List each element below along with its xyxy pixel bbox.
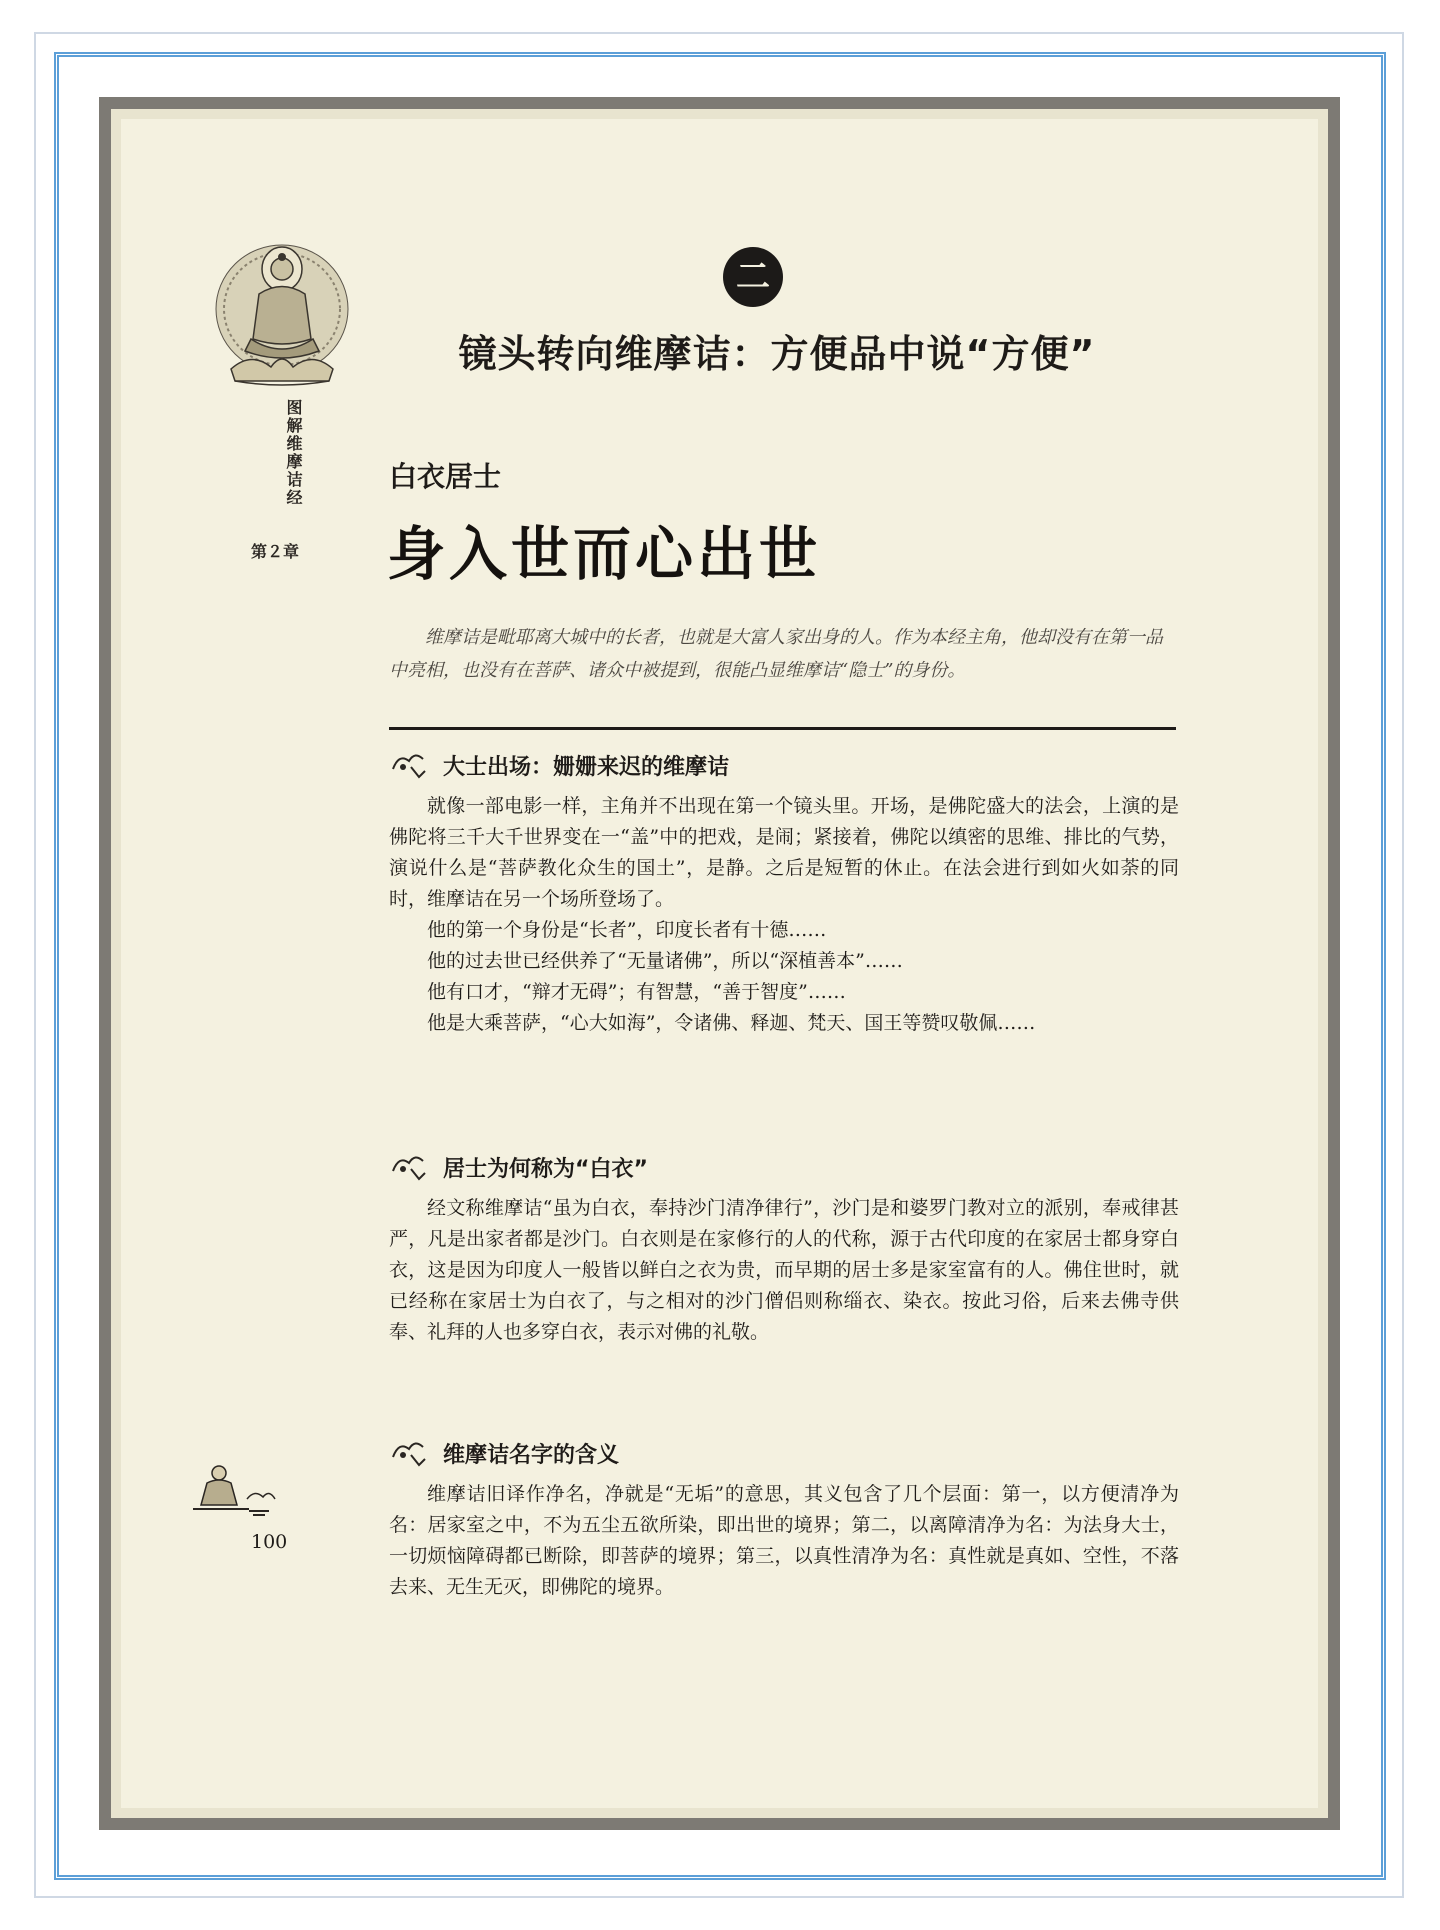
ornament-icon: [389, 1149, 433, 1185]
chapter-label: 第２章: [251, 542, 300, 561]
section-paragraph: 就像一部电影一样，主角并不出现在第一个镜头里。开场，是佛陀盛大的法会，上演的是佛陀将三千大千世界变在一“盖”中的把戏，是闹；紧接着，佛陀以缜密的思维、排比的气势，演说什么是“菩萨教化众生的国土”，是静。之后是短暂的休止。在法会进行到如火如荼的同时，维摩诘在另一个场所登场了。: [389, 795, 1179, 910]
page-title: 镜头转向维摩诘：方便品中说“方便”: [458, 332, 1096, 376]
list-item: 他是大乘菩萨，“心大如海”，令诸佛、释迦、梵天、国王等赞叹敬佩……: [427, 1012, 1036, 1034]
article-title: 身入世而心出世: [387, 520, 822, 588]
book-title-vertical: 图解维摩诘经: [284, 399, 303, 507]
buddha-figure-icon: [211, 239, 353, 389]
section-paragraph: 维摩诘旧译作净名，净就是“无垢”的意思，其义包含了几个层面：第一，以方便清净为名：居家室之中，不为五尘五欲所染，即出世的境界；第二，以离障清净为名：为法身大士，一切烦恼障碍都已断除，即菩萨的境界；第三，以真性清净为名：真性就是真如、空性，不落去来、无生无灭，即佛陀的境界。: [389, 1483, 1179, 1598]
ornament-icon: [389, 1435, 433, 1471]
divider: [389, 727, 1176, 730]
section-heading-row: [389, 1435, 1179, 1471]
book-page: [99, 97, 1340, 1830]
section-heading: 大士出场：姗姗来迟的维摩诘: [443, 754, 730, 780]
monk-figure-icon: [189, 1459, 279, 1519]
article-subhead: 白衣居士: [389, 460, 502, 493]
ornament-icon: [389, 747, 433, 783]
page-number: 100: [251, 1531, 288, 1553]
section-heading-row: [389, 1149, 1179, 1185]
list-item: 他的第一个身份是“长者”，印度长者有十德……: [427, 919, 827, 941]
section-heading: 居士为何称为“白衣”: [443, 1156, 648, 1182]
section-heading-row: [389, 747, 1179, 783]
section-white-robe: [389, 1149, 1179, 1348]
section-name-meaning: [389, 1435, 1179, 1603]
section-heading: 维摩诘名字的含义: [443, 1442, 620, 1468]
list-item: 他的过去世已经供养了“无量诸佛”，所以“深植善本”……: [427, 950, 903, 972]
section-paragraph: 经文称维摩诘“虽为白衣，奉持沙门清净律行”，沙门是和婆罗门教对立的派别，奉戒律甚严，凡是出家者都是沙门。白衣则是在家修行的人的代称，源于古代印度的在家居士都身穿白衣，这是因为印度人一般皆以鲜白之衣为贵，而早期的居士多是家室富有的人。佛住世时，就已经称在家居士为白衣了，与之相对的沙门僧侣则称缁衣、染衣。按此习俗，后来去佛寺供奉、礼拜的人也多穿白衣，表示对佛的礼敬。: [389, 1197, 1179, 1343]
section-number-badge: 二: [723, 247, 783, 307]
list-item: 他有口才，“辩才无碍”；有智慧，“善于智度”……: [427, 981, 846, 1003]
article-intro: 维摩诘是毗耶离大城中的长者，也就是大富人家出身的人。作为本经主角，他却没有在第一品中亮相，也没有在菩萨、诸众中被提到，很能凸显维摩诘“隐士”的身份。: [389, 627, 1163, 681]
section-entrance: [389, 747, 1179, 1039]
